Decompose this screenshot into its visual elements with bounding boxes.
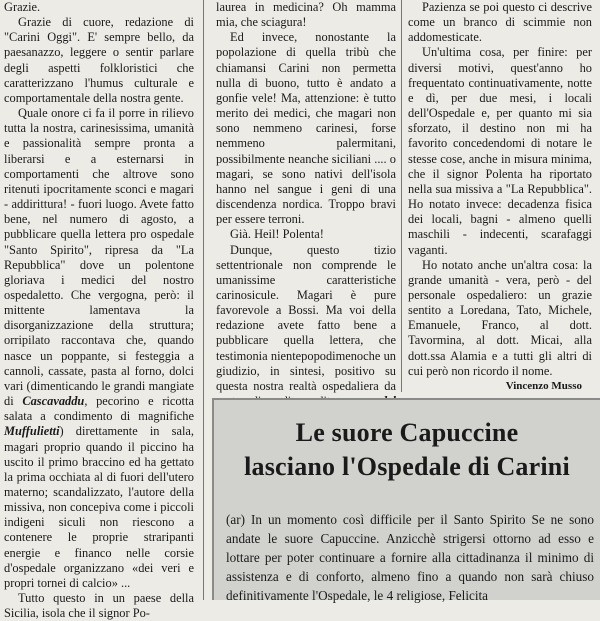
column-divider <box>203 0 204 600</box>
column-left <box>4 0 194 621</box>
emphasis-cascavaddu: Cascavaddu <box>22 394 85 409</box>
article-body: (ar) In un momento così difficile per il Santo Spirito Se ne sono andate le suore Capuccine. Anzicchè strigersi ottorno ad esso e lottare per poter continuare a fornire alla cittadinanza il minimo di assistenza e di conforto, almeno fino a quando non sarà chiuso definitivamente l'Ospedale, le 4 religiose, Felicita <box>226 512 594 603</box>
text-run: Quale onore ci fa il porre in rilievo tutta la nostra, carinesissima, umanità e passionalità sempre pronta a liberarsi e a esternarsi in comportamenti che altrove sono ritenuti ipocritamente sconci e magari - addirittura! - fuori luogo. Avete fatto bene, nel numero di agosto, a pubblicare quella lettera pro ospedale "Santo Spirito", ripresa da "La Repubblica" dove un polentone gloriava i medici del nostro ospedaletto. Che vergogna, però: il mittente lamentava la disorganizzazione della struttura; orripilato raccontava che, quando nasce un poppante, si festeggia a cannoli, cassate, pasta al forno, dolci vari (dimenticando le grandi mangiate di <box>4 106 194 409</box>
paragraph: Grazie di cuore, redazione di "Carini Oggi". E' sempre bello, da paesanazzo, leggere o sentir parlare degli aspetti folkloristici che caratterizzano l'humus culturale e comportamentale della nostra gente. <box>4 15 194 105</box>
article-title-line2: lasciano l'Ospedale di Carini <box>244 452 570 481</box>
text-run: Dunque, questo tizio settentrionale non comprende le umanissime caratteristiche carinosicule. Magari è pure favorevole a Bossi. Ma voi della redazione avete fatto bene a pubblicare quella lettera, che testimonia nientepopodimenoche un giudizio, in sintesi, positivo su questa nostra realtà ospedaliera da <box>216 242 396 393</box>
article-title <box>214 416 600 484</box>
article-box <box>212 398 600 603</box>
column-divider <box>401 0 402 392</box>
paragraph: Pazienza se poi questo ci descrive come un branco di scimmie non addomesticate. <box>408 0 592 45</box>
article-title-line1: Le suore Capuccine <box>295 418 519 447</box>
text-run: ) direttamente in sala, magari proprio quando il piccino ha uscito il primo braccino ed ha gettato la prima occhiata al di fuori dell'utero materno; scandalizzato, l'autore della missiva, non concepiva come i piccoli indigeni siculi non riescono a contenere le proprie straripanti energie e financo nelle corsie d'ospedale organizzano «dei veri e propri tornei di calcio» ... <box>4 424 194 590</box>
paragraph: Un'ultima cosa, per finire: per diversi motivi, quest'anno ho frequentato continuativamente, notte e dì, per due mesi, i locali dell'Ospedale e, per quanto mi sia sforzato, il destino non mi ha favorito concedendomi di notare le stesse cose, anche in misura minima, che il signor Polenta ha riportato nella sua missiva a "La Repubblica". Ho notato invece: decadenza fisica dei locali, bagni - almeno quelli maschili - indecenti, scarafaggi vaganti. <box>408 45 592 257</box>
paragraph: laurea in medicina? Oh mamma mia, che sciagura! <box>216 0 396 30</box>
column-right <box>408 0 592 394</box>
text-run: , pecorino e ricotta salata a condimento di magnifiche <box>4 394 194 424</box>
paragraph: Tutto questo in un paese della Sicilia, isola che il signor Po- <box>4 591 194 621</box>
paragraph: Ed invece, nonostante la popolazione di quella tribù che chiamansi Carini non permetta nulla di buono, tutto è andato a gonfie vele! Ma, attenzione: è tutto merito dei medici, che magari non sono nemmeno carinesi, forse nemmeno palermitani, possibilmente neanche siciliani .... o magari, se sono nativi dell'isola hanno nel sangue i geni di una discendenza nordica. Troppo bravi per essere terroni. <box>216 30 396 227</box>
emphasis-muffulietti: Muffulietti <box>4 424 60 439</box>
paragraph: Già. Heil! Polenta! <box>230 227 324 242</box>
paragraph: Grazie. <box>4 0 41 14</box>
paragraph: Ho notato anche un'altra cosa: la grande umanità - vera, però - del personale ospedaliero: un grazie sentito a Loredana, Tato, Michele, Emanuele, Franco, al dott. Tavormina, al dott. Micai, alla dott.ssa Alamia e a tutti gli altri di cui però non ricordo il nome. <box>408 257 592 378</box>
paragraph <box>4 106 194 591</box>
column-middle <box>216 0 396 424</box>
author-signature: Vincenzo Musso <box>505 379 582 392</box>
